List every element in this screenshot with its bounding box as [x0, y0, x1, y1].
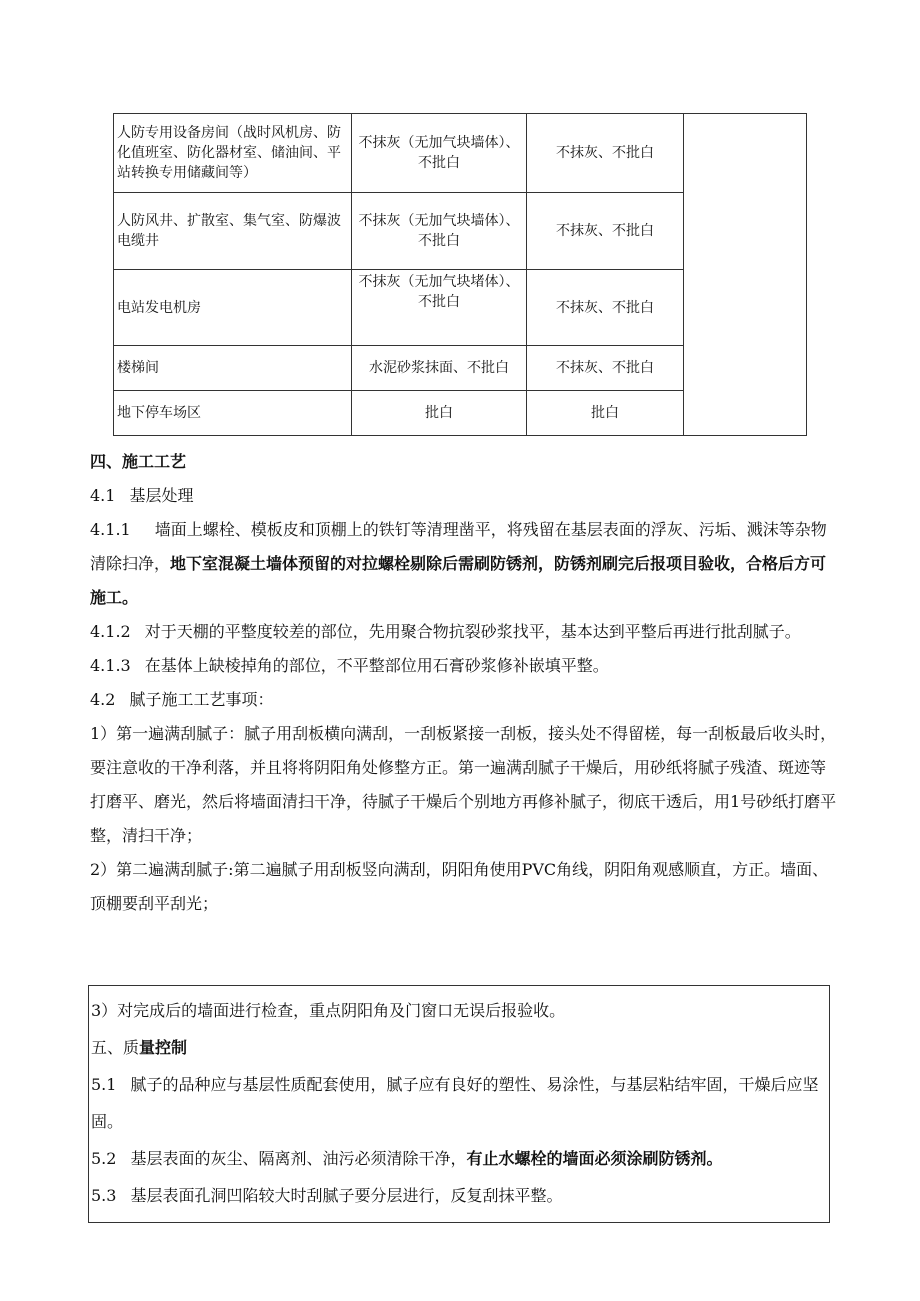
clause-paragraph [91, 1177, 829, 1214]
ceiling-finish-cell: 不抹灰、不批白 [527, 346, 684, 391]
clause-number: 4.1.1 [90, 520, 131, 539]
clause-emphasis: 有止水螺栓的墙面必须涂刷防锈剂。 [466, 1149, 723, 1168]
clause-text: 腻子的品种应与基层性质配套使用，腻子应有良好的塑性、易涂性，与基层粘结牢固，干燥后应坚固。 [91, 1075, 819, 1131]
clause-paragraph [90, 513, 840, 615]
wall-finish-cell: 批白 [352, 391, 527, 436]
clause-text: 在基体上缺棱掉角的部位，不平整部位用石膏砂浆修补嵌填平整。 [144, 656, 609, 675]
wall-finish-cell: 水泥砂浆抹面、不批白 [352, 346, 527, 391]
clause-text: 基层表面的灰尘、隔离剂、油污必须清除干净， [130, 1149, 467, 1168]
clause-number: 4.1.2 [90, 622, 131, 641]
clause-number: 4.2 [90, 690, 116, 709]
area-cell: 人防专用设备房间（战时风机房、防化值班室、防化器材室、储油间、平站转换专用储藏间等） [114, 114, 352, 193]
clause-emphasis: 地下室混凝土墙体预留的对拉螺栓剔除后需刷防锈剂，防锈剂刷完后报项目验收，合格后方可施工。 [90, 554, 827, 607]
clause-text: 基层表面孔洞凹陷较大时刮腻子要分层进行，反复刮抹平整。 [130, 1186, 563, 1205]
ceiling-finish-cell: 不抹灰、不批白 [527, 270, 684, 346]
note-cell [684, 114, 807, 436]
quality-control-box [88, 985, 830, 1223]
section-heading: 四、施工工艺 [90, 452, 187, 471]
ceiling-finish-cell: 不抹灰、不批白 [527, 114, 684, 193]
clause-number: 4.1 [90, 486, 116, 505]
wall-finish-cell: 不抹灰（无加气块堵体）、不批白 [352, 270, 527, 346]
area-cell: 电站发电机房 [114, 270, 352, 346]
list-item: 1）第一遍满刮腻子：腻子用刮板横向满刮，一刮板紧接一刮板，接头处不得留槎，每一刮板最后收头时，要注意收的干净利落，并且将将阴阳角处修整方正。第一遍满刮腻子干燥后，用砂纸将腻子残渣、斑迹等打磨平、磨光，然后将墙面清扫干净，待腻子干燥后个别地方再修补腻子，彻底干透后，用1号砂纸打磨平整，清扫干净； [90, 724, 837, 845]
heading-part-bold: 量控制 [139, 1038, 188, 1057]
construction-process-section [90, 445, 840, 921]
clause-text: 墙面上螺栓、模板皮和顶棚上的铁钉等清理凿平，将残留在基层表面的浮灰、污垢、溅沫等杂物清除扫净， [90, 520, 827, 573]
wall-finish-cell: 不抹灰（无加气块墙体）、不批白 [352, 193, 527, 270]
clause-text: 对于天棚的平整度较差的部位，先用聚合物抗裂砂浆找平，基本达到平整后再进行批刮腻子。 [144, 622, 801, 641]
table-row [114, 114, 807, 193]
wall-finish-cell: 不抹灰（无加气块墙体）、不批白 [352, 114, 527, 193]
area-cell: 楼梯间 [114, 346, 352, 391]
clause-paragraph [91, 1066, 829, 1140]
list-item: 3）对完成后的墙面进行检查，重点阴阳角及门窗口无误后报验收。 [91, 1001, 566, 1020]
clause-number: 5.1 [91, 1075, 117, 1094]
clause-number: 4.1.3 [90, 656, 131, 675]
clause-paragraph [91, 1140, 829, 1177]
clause-paragraph [90, 615, 840, 649]
ceiling-finish-cell: 不抹灰、不批白 [527, 193, 684, 270]
section-heading [91, 1029, 829, 1066]
clause-number: 5.3 [91, 1186, 117, 1205]
subsection-title [90, 479, 840, 513]
area-cell: 人防风井、扩散室、集气室、防爆波电缆井 [114, 193, 352, 270]
clause-number: 5.2 [91, 1149, 117, 1168]
area-cell: 地下停车场区 [114, 391, 352, 436]
ceiling-finish-cell: 批白 [527, 391, 684, 436]
clause-paragraph [90, 649, 840, 683]
finish-spec-table [113, 113, 807, 436]
subsection-title [90, 683, 840, 717]
list-item: 2）第二遍满刮腻子:第二遍腻子用刮板竖向满刮，阴阳角使用PVC角线，阴阳角观感顺直，方正。墙面、顶棚要刮平刮光； [90, 860, 829, 913]
heading-part: 五、质 [91, 1038, 140, 1057]
clause-title: 基层处理 [129, 486, 194, 505]
clause-title: 腻子施工工艺事项： [129, 690, 274, 709]
